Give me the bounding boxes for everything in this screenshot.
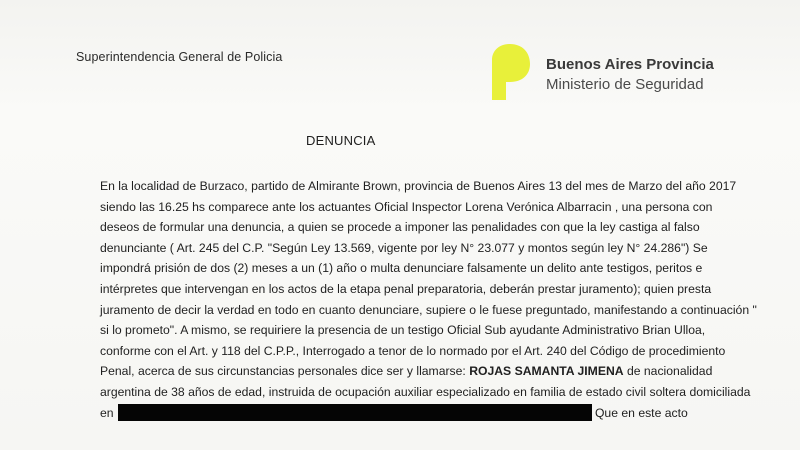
body-line: conforme con el Art. y 118 del C.P.P., Interrogado a tenor de lo normado por el Art. 240 del Código de procedimiento <box>100 343 726 358</box>
body-line <box>100 403 706 424</box>
redaction-bar <box>118 404 592 421</box>
body-line: impondrá prisión de dos (2) meses a un (1) año o multa denunciare falsamente un delito ante testigos, peritos e <box>100 261 703 276</box>
complainant-name: ROJAS SAMANTA JIMENA <box>469 364 624 379</box>
document-body <box>100 176 757 423</box>
provincia-logo <box>486 42 726 106</box>
body-line: siendo las 16.25 hs comparece ante los actuantes Oficial Inspector Lorena Verónica Albarracin , una persona con <box>100 199 713 214</box>
logo-title: Buenos Aires Provincia <box>546 56 714 73</box>
body-line <box>100 361 713 382</box>
logo-subtitle: Ministerio de Seguridad <box>546 76 704 93</box>
body-line: juramento de decir la verdad en todo en cuanto denunciare, supiere o le fuese preguntado, manifestando a continuación " <box>100 302 757 317</box>
provincia-logo-mark-icon <box>486 42 542 104</box>
body-line: si lo prometo". A mismo, se requiriere la presencia de un testigo Oficial Sub ayudante Administrativo Brian Ulloa, <box>100 323 706 338</box>
body-line: argentina de 38 años de edad, instruida de ocupación auxiliar especializado en familia de estado civil soltera domiciliada <box>100 384 751 399</box>
body-text-span: Que en este acto <box>591 405 688 420</box>
body-line: intérpretes que intervengan en los actos de la etapa penal preparatoria, deberán prestar juramento); quien presta <box>100 281 712 296</box>
body-text-span: de nacionalidad <box>623 364 713 379</box>
institution-name: Superintendencia General de Policia <box>76 50 283 64</box>
body-line: deseos de formular una denuncia, a quien se procede a imponer las penalidades con que la ley castiga al falso <box>100 220 700 235</box>
body-text-span: Penal, acerca de sus circunstancias personales dice ser y llamarse: <box>100 364 470 379</box>
body-text-span: en <box>100 405 114 420</box>
body-line: denunciante ( Art. 245 del C.P. "Según Ley 13.569, vigente por ley N° 23.077 y montos según ley N° 24.286") Se <box>100 240 708 255</box>
body-line: En la localidad de Burzaco, partido de Almirante Brown, provincia de Buenos Aires 13 del mes de Marzo del año 2017 <box>100 179 737 193</box>
document-title: DENUNCIA <box>306 133 376 148</box>
